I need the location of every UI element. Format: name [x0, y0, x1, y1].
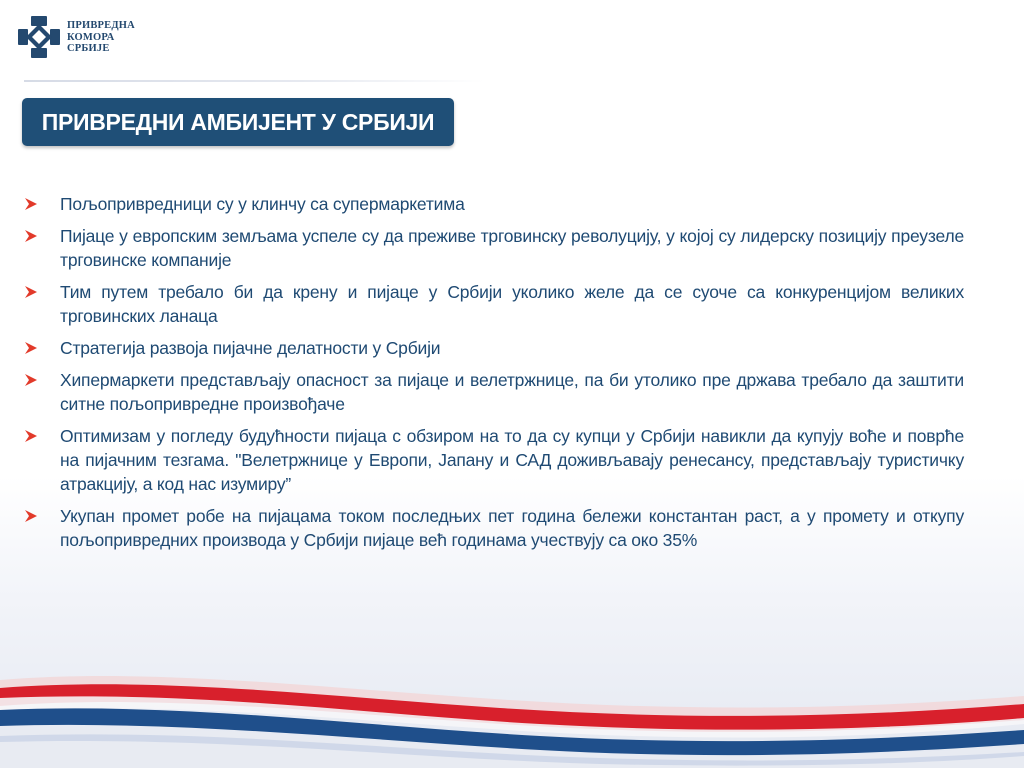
flag-ribbon-decoration: [0, 640, 1024, 768]
bullet-list: [22, 192, 964, 560]
logo-line-2: КОМОРА: [67, 31, 115, 43]
bullet-text: Укупан промет робе на пијацама током последњих пет година бележи константан раст, а у промету и откупу пољопривредних производа у Србији пијаце већ годинама учествују са око 35%: [60, 506, 964, 550]
chamber-logo-text: [67, 20, 135, 55]
bullet-text: Хипермаркети представљају опасност за пијаце и велетржнице, па би утолико пре држава требало да заштити ситне пољопривредне произвођаче: [60, 370, 964, 414]
arrowhead-bullet-icon: [24, 285, 38, 299]
bullet-text: Тим путем требало би да крену и пијаце у Србији уколико желе да се суоче са конкуренцијом великих трговинских ланаца: [60, 282, 964, 326]
arrowhead-bullet-icon: [24, 509, 38, 523]
arrowhead-bullet-icon: [24, 373, 38, 387]
arrowhead-bullet-icon: [24, 341, 38, 355]
logo-line-1: ПРИВРЕДНА: [67, 20, 135, 31]
arrowhead-bullet-icon: [24, 197, 38, 211]
bullet-item: [22, 504, 964, 552]
bullet-item: [22, 336, 964, 360]
bullet-item: [22, 280, 964, 328]
bullet-item: [22, 192, 964, 216]
bullet-text: Пољопривредници су у клинчу са супермаркетима: [60, 194, 465, 214]
chamber-logo[interactable]: [16, 14, 166, 64]
arrowhead-bullet-icon: [24, 429, 38, 443]
arrowhead-bullet-icon: [24, 229, 38, 243]
slide-title: ПРИВРЕДНИ АМБИЈЕНТ У СРБИЈИ: [41, 108, 435, 135]
logo-line-3: СРБИЈЕ: [67, 43, 110, 54]
bullet-text: Пијаце у европским земљама успеле су да преживе трговинску револуцију, у којој су лидерску позицију преузеле трговинске компаније: [60, 226, 964, 270]
header-divider: [24, 80, 484, 82]
bullet-item: [22, 424, 964, 496]
bullet-text: Оптимизам у погледу будућности пијаца с обзиром на то да су купци у Србији навикли да купују воће и поврће на пијачним тезгама. "Велетржнице у Европи, Јапану и САД доживљавају ренесансу, представљају туристичку атракцију, а код нас изумиру”: [60, 426, 964, 494]
slide-title-banner: [22, 98, 454, 146]
bullet-item: [22, 368, 964, 416]
bullet-item: [22, 224, 964, 272]
bullet-text: Стратегија развоја пијачне делатности у Србији: [60, 338, 441, 358]
chamber-logo-icon: [16, 14, 62, 60]
